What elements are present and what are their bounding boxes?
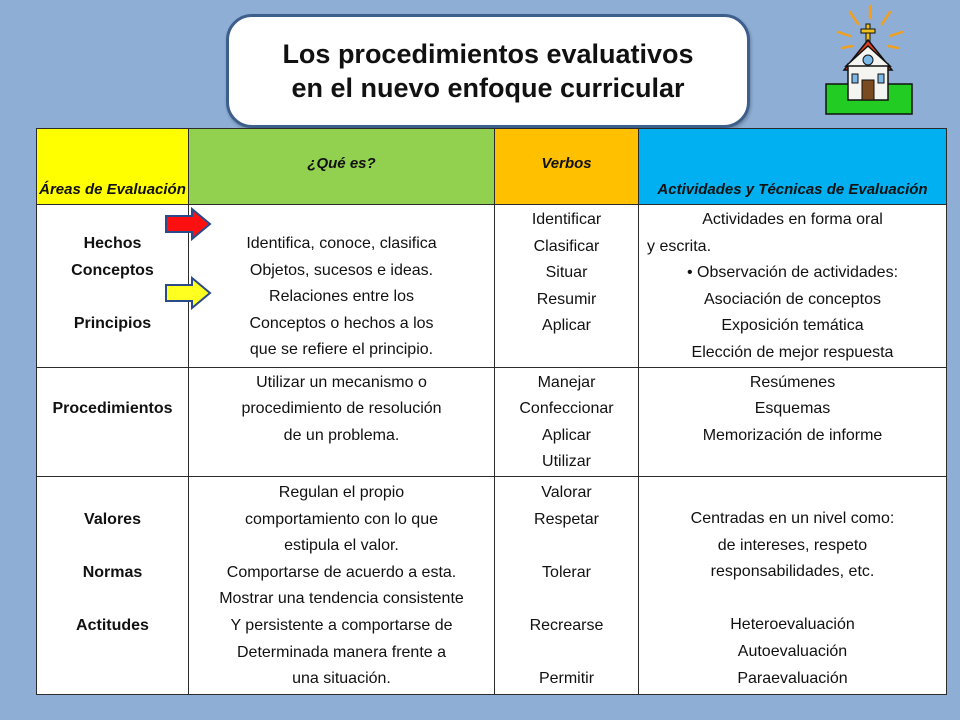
- que-line: Y persistente a comportarse de: [230, 616, 453, 634]
- que-line: estipula el valor.: [284, 537, 399, 555]
- verbo-line: Aplicar: [542, 426, 591, 444]
- que-line: de un problema.: [283, 426, 400, 444]
- que-line: Determinada manera frente a: [237, 643, 446, 661]
- actividad-line: responsabilidades, etc.: [710, 563, 875, 581]
- header-actividades-line-1: Actividades y Técnicas: [657, 181, 823, 198]
- actividad-line: Heteroevaluación: [730, 616, 855, 634]
- actividad-line: Exposición temática: [721, 317, 864, 335]
- actividad-line: Centradas en un nivel como:: [690, 509, 895, 527]
- actividad-line: Paraevaluación: [737, 669, 848, 687]
- actividad-line: Resúmenes: [749, 373, 836, 391]
- verbo-line: Manejar: [537, 373, 596, 391]
- area-hechos: Hechos: [83, 235, 142, 252]
- actividad-line: Memorización de informe: [702, 426, 883, 444]
- header-areas-line-2: de Evaluación: [85, 181, 186, 198]
- verbo-line: Respetar: [534, 510, 599, 528]
- actividad-line: y escrita.: [647, 237, 712, 255]
- actividad-line: Actividades en forma oral: [702, 211, 883, 228]
- area-principios: Principios: [73, 314, 152, 332]
- area-normas: Normas: [82, 564, 143, 582]
- verbo-line: Identificar: [531, 211, 602, 228]
- que-line: comportamiento con lo que: [245, 510, 438, 528]
- que-line: Comportarse de acuerdo a esta.: [226, 563, 457, 581]
- que-line: que se refiere el principio.: [249, 341, 434, 359]
- header-areas: [37, 129, 189, 205]
- row3-que: [189, 476, 495, 694]
- row1-que: [189, 205, 495, 368]
- que-line: Objetos, sucesos e ideas.: [249, 261, 434, 279]
- area-valores: Valores: [84, 510, 141, 528]
- area-actitudes: Actitudes: [76, 617, 149, 635]
- que-line: Identifica, conoce, clasifica: [246, 235, 437, 252]
- que-line: una situación.: [292, 670, 391, 688]
- title-line-2: en el nuevo enfoque curricular: [291, 73, 685, 103]
- que-line: Regulan el propio: [278, 483, 405, 501]
- area-procedimientos: Procedimientos: [52, 399, 173, 417]
- verbo-line: Valorar: [541, 483, 592, 501]
- que-line: procedimiento de resolución: [241, 400, 442, 418]
- row1-verbos: [495, 205, 639, 368]
- title-line-1: Los procedimientos evaluativos: [282, 39, 694, 69]
- header-actividades: [639, 129, 947, 205]
- header-que: [189, 129, 495, 205]
- row2-verbos: [495, 367, 639, 476]
- verbo-line: Clasificar: [533, 237, 600, 255]
- que-line: Conceptos o hechos a los: [249, 314, 434, 332]
- que-line: Relaciones entre los: [269, 288, 414, 306]
- verbo-line: Permitir: [538, 670, 595, 688]
- row3-actividades: [639, 476, 947, 694]
- row2-actividades: [639, 367, 947, 476]
- row3-verbos: [495, 476, 639, 694]
- row2-areas: [37, 367, 189, 476]
- verbo-line: Confeccionar: [519, 400, 614, 418]
- title-box: [226, 14, 750, 128]
- church-icon: [820, 4, 916, 116]
- area-conceptos: Conceptos: [71, 261, 154, 279]
- actividad-line: de intereses, respeto: [717, 536, 868, 554]
- verbo-line: Tolerar: [542, 563, 591, 581]
- actividad-line: Asociación de conceptos: [704, 290, 881, 308]
- yellow-arrow-icon: [164, 276, 212, 310]
- row1-actividades: [639, 205, 947, 368]
- header-actividades-line-2: de Evaluación: [826, 181, 928, 198]
- red-arrow-icon: [164, 207, 212, 241]
- que-line: Mostrar una tendencia consistente: [219, 590, 464, 608]
- header-areas-line-1: Áreas: [39, 181, 81, 198]
- verbo-line: Recrearse: [529, 616, 604, 634]
- verbo-line: Utilizar: [542, 453, 591, 471]
- table-row: [37, 367, 947, 476]
- header-verbos-label: Verbos: [541, 155, 592, 172]
- row3-areas: [37, 476, 189, 694]
- verbo-line: Aplicar: [542, 317, 591, 335]
- header-row: [37, 129, 947, 205]
- header-verbos: [495, 129, 639, 205]
- header-que-label: ¿Qué es?: [307, 155, 376, 172]
- row2-que: [189, 367, 495, 476]
- actividad-line: Autoevaluación: [737, 642, 848, 660]
- verbo-line: Resumir: [536, 290, 597, 308]
- actividad-line: Elección de mejor respuesta: [691, 343, 894, 361]
- actividad-line: Esquemas: [754, 400, 831, 418]
- que-line: Utilizar un mecanismo o: [256, 373, 427, 391]
- actividad-line: • Observación de actividades:: [686, 264, 899, 282]
- verbo-line: Situar: [545, 264, 588, 282]
- table-row: [37, 476, 947, 694]
